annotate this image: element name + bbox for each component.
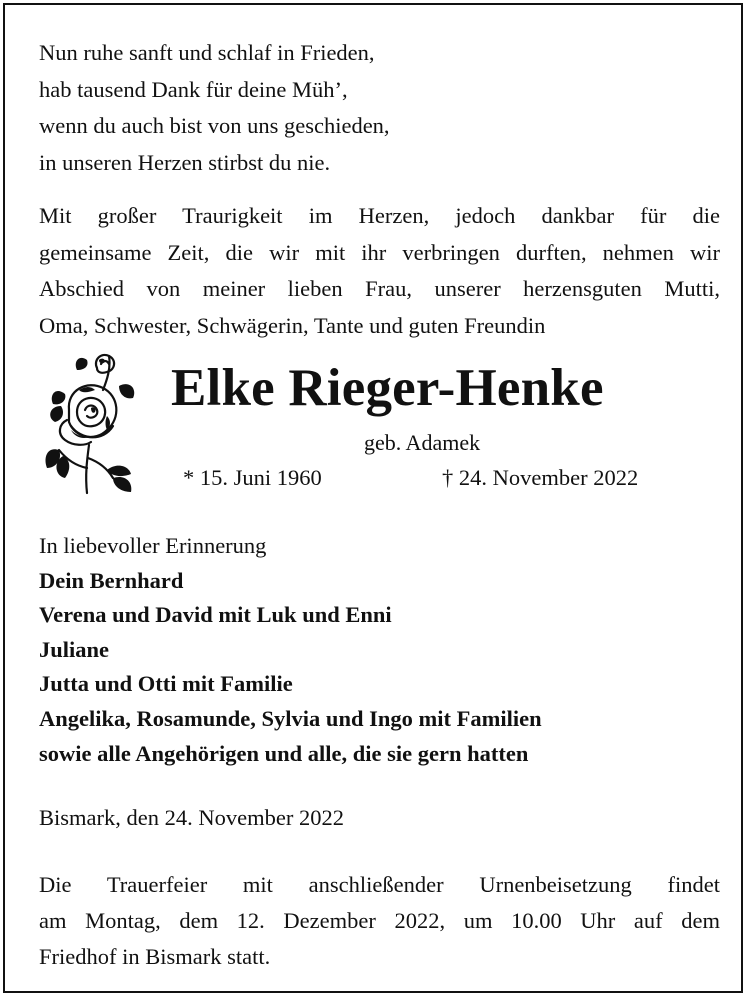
intro-paragraph — [39, 198, 720, 345]
deceased-name: Elke Rieger-Henke — [171, 359, 604, 417]
mourner-line: Verena und David mit Luk und Enni — [39, 602, 392, 628]
service-line: am Montag, dem 12. Dezember 2022, um 10.00 Uhr auf dem — [39, 908, 720, 933]
mourner-line: Dein Bernhard — [39, 567, 184, 593]
birth-date: * 15. Juni 1960 — [183, 465, 322, 490]
obituary-frame — [3, 3, 743, 993]
death-date: † 24. November 2022 — [442, 465, 639, 490]
service-notice — [39, 867, 720, 975]
poem-line: hab tausend Dank für deine Müh’, — [39, 76, 348, 102]
intro-line: Abschied von meiner lieben Frau, unserer herzensguten Mutti, — [39, 276, 720, 302]
poem — [39, 35, 719, 181]
poem-line: wenn du auch bist von uns geschieden, — [39, 113, 390, 139]
place-and-date: Bismark, den 24. November 2022 — [39, 805, 344, 830]
intro-line: Oma, Schwester, Schwägerin, Tante und guten Freundin — [39, 313, 546, 339]
intro-line: gemeinsame Zeit, die wir mit ihr verbringen durften, nehmen wir — [39, 239, 720, 265]
mourners-block — [39, 529, 719, 771]
rose-icon — [41, 350, 141, 495]
poem-line: in unseren Herzen stirbst du nie. — [39, 149, 331, 175]
service-line: Friedhof in Bismark statt. — [39, 944, 271, 969]
service-line: Die Trauerfeier mit anschließender Urnenbeisetzung findet — [39, 872, 720, 897]
maiden-name: geb. Adamek — [364, 430, 481, 455]
mourner-line: Jutta und Otti mit Familie — [39, 671, 293, 697]
mourner-line: Angelika, Rosamunde, Sylvia und Ingo mit Familien — [39, 705, 542, 731]
mourner-line: sowie alle Angehörigen und alle, die sie gern hatten — [39, 740, 529, 766]
mourner-line: Juliane — [39, 636, 110, 662]
mourners-lead: In liebevoller Erinnerung — [39, 533, 267, 558]
poem-line: Nun ruhe sanft und schlaf in Frieden, — [39, 40, 375, 65]
intro-line: Mit großer Traurigkeit im Herzen, jedoch dankbar für die — [39, 203, 720, 228]
